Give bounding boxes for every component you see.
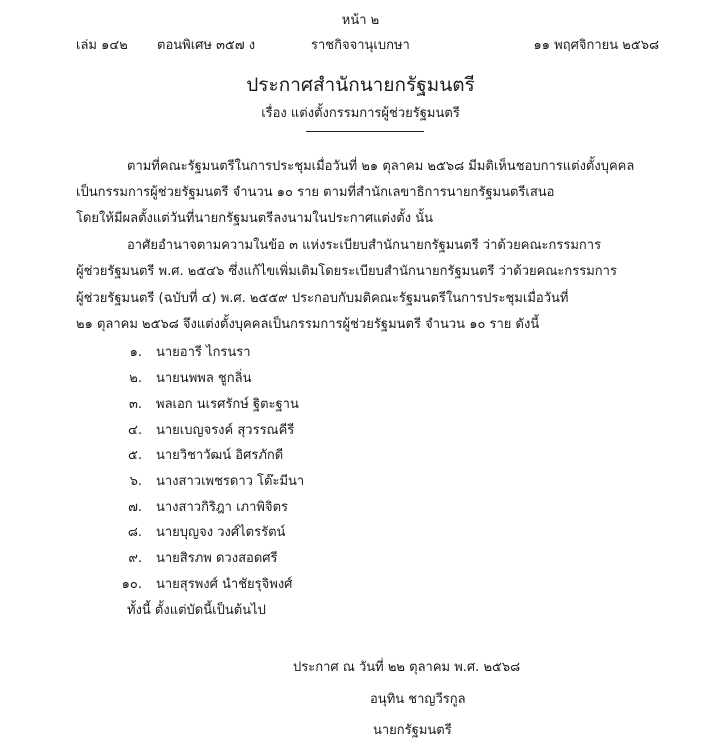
appointee-name: นายเบญจรงค์ สุวรรณคีรี — [156, 423, 295, 438]
paragraph1-line: เป็นกรรมการผู้ช่วยรัฐมนตรี จำนวน ๑๐ ราย ตามที่สำนักเลขาธิการนายกรัฐมนตรีเสนอ — [76, 185, 555, 200]
volume-number: เล่ม ๑๔๒ — [76, 38, 128, 53]
paragraph2-line: ผู้ช่วยรัฐมนตรี พ.ศ. ๒๕๔๖ ซึ่งแก้ไขเพิ่มเติมโดยระเบียบสำนักนายกรัฐมนตรี ว่าด้วยคณะกรรมการ — [76, 264, 617, 279]
appointee-name: นายนพพล ชูกลิ่น — [156, 371, 252, 386]
announcement-title: ประกาศสำนักนายกรัฐมนตรี — [246, 74, 475, 96]
paragraph1-line: โดยให้มีผลตั้งแต่วันที่นายกรัฐมนตรีลงนามในประกาศแต่งตั้ง นั้น — [76, 211, 433, 226]
appointee-number: ๕. — [128, 448, 142, 463]
appointee-number: ๑๐. — [121, 577, 142, 592]
signatory-position: นายกรัฐมนตรี — [373, 723, 452, 738]
paragraph2-line: ๒๑ ตุลาคม ๒๕๖๘ จึงแต่งตั้งบุคคลเป็นกรรมการผู้ช่วยรัฐมนตรี จำนวน ๑๐ ราย ดังนี้ — [76, 317, 540, 332]
page-number: หน้า ๒ — [341, 13, 380, 28]
appointee-name: พลเอก นเรศรักษ์ ฐิตะฐาน — [156, 397, 299, 412]
appointee-name: นายสุรพงศ์ นำชัยรุจิพงศ์ — [156, 577, 293, 592]
signature-date: ประกาศ ณ วันที่ ๒๒ ตุลาคม พ.ศ. ๒๕๖๘ — [293, 660, 521, 675]
appointee-name: นางสาวเพชรดาว โต๊ะมีนา — [156, 474, 305, 489]
appointee-number: ๓. — [128, 397, 142, 412]
appointee-number: ๘. — [127, 525, 142, 540]
closing-statement: ทั้งนี้ ตั้งแต่บัดนี้เป็นต้นไป — [127, 603, 266, 618]
appointee-number: ๑. — [129, 345, 142, 360]
appointee-number: ๗. — [128, 500, 142, 515]
signatory-name: อนุทิน ชาญวีรกูล — [370, 692, 466, 707]
appointee-number: ๖. — [129, 474, 142, 489]
gazette-name: ราชกิจจานุเบกษา — [311, 38, 410, 53]
section-number: ตอนพิเศษ ๓๕๗ ง — [157, 38, 256, 53]
appointee-number: ๔. — [128, 423, 142, 438]
paragraph2-line: ผู้ช่วยรัฐมนตรี (ฉบับที่ ๔) พ.ศ. ๒๕๕๙ ประกอบกับมติคณะรัฐมนตรีในการประชุมเมื่อวันที่ — [76, 291, 569, 306]
paragraph2-line: อาศัยอำนาจตามความในข้อ ๓ แห่งระเบียบสำนักนายกรัฐมนตรี ว่าด้วยคณะกรรมการ — [127, 238, 602, 253]
title-divider — [306, 131, 424, 132]
appointee-name: นายวิชาวัฒน์ อิศรภักดี — [156, 448, 284, 463]
appointee-name: นางสาวกิริฎา เภาพิจิตร — [156, 500, 289, 515]
publication-date: ๑๑ พฤศจิกายน ๒๕๖๘ — [533, 38, 659, 53]
appointee-name: นายสิรภพ ดวงสอดศรี — [156, 551, 278, 566]
announcement-subject: เรื่อง แต่งตั้งกรรมการผู้ช่วยรัฐมนตรี — [261, 106, 460, 121]
appointee-name: นายอารี ไกรนรา — [156, 345, 251, 360]
paragraph1-line: ตามที่คณะรัฐมนตรีในการประชุมเมื่อวันที่ ๒๑ ตุลาคม ๒๕๖๘ มีมติเห็นชอบการแต่งตั้งบุคคล — [127, 159, 635, 174]
appointee-number: ๙. — [128, 551, 142, 566]
appointee-number: ๒. — [129, 371, 142, 386]
appointee-name: นายบุญจง วงศ์ไตรรัตน์ — [156, 525, 286, 540]
